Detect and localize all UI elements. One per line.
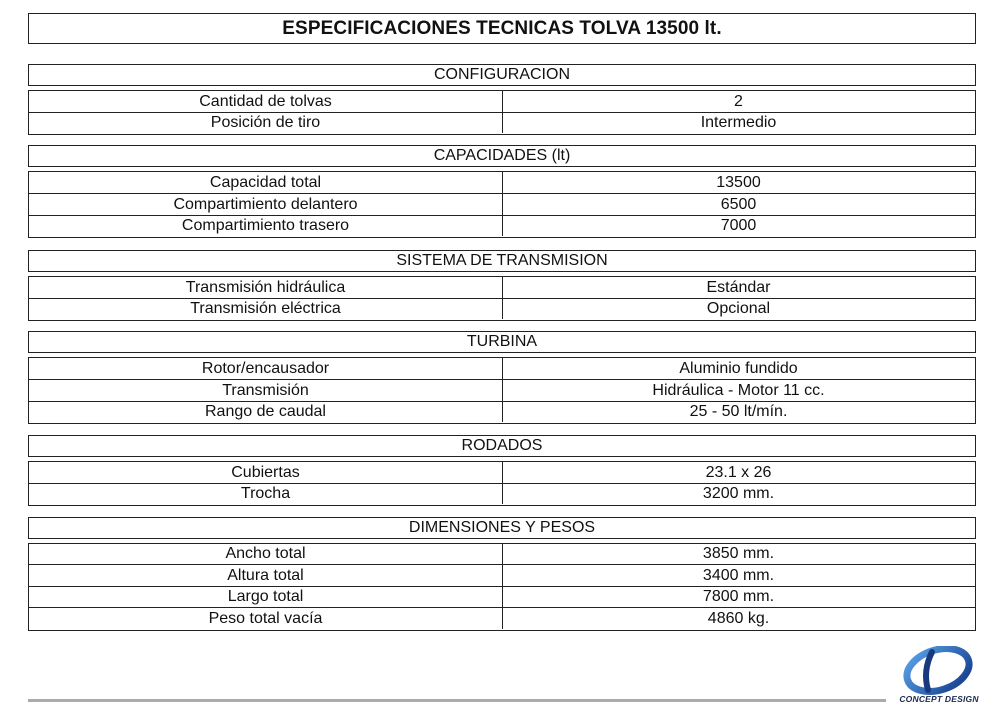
section-header-dimensiones: [28, 517, 976, 539]
spec-value: 23.1 x 26: [705, 463, 772, 481]
table-row: [29, 91, 975, 113]
table-row: [29, 402, 975, 422]
table-row: [29, 277, 975, 299]
spec-label: Posición de tiro: [29, 113, 503, 133]
spec-value: 7800 mm.: [702, 588, 775, 605]
document-title-box: [28, 13, 976, 44]
logo-caption: CONCEPT DESIGN: [899, 694, 979, 704]
spec-label: Trocha: [29, 484, 503, 504]
spec-label: Transmisión: [29, 380, 503, 401]
spec-label: Peso total vacía: [29, 608, 503, 629]
spec-label: Largo total: [29, 587, 503, 607]
spec-value: 4860 kg.: [707, 609, 770, 627]
spec-label: Cantidad de tolvas: [29, 91, 503, 112]
section-header-configuracion: [28, 64, 976, 86]
spec-value: 13500: [716, 173, 761, 191]
table-row: [29, 608, 975, 629]
section-header-label: SISTEMA DE TRANSMISION: [396, 252, 608, 269]
spec-table-transmision: [28, 276, 976, 321]
spec-value: Aluminio fundido: [679, 359, 798, 377]
spec-label: Rotor/encausador: [29, 358, 503, 379]
table-row: [29, 565, 975, 587]
spec-label: Compartimiento delantero: [29, 194, 503, 215]
table-row: [29, 462, 975, 484]
table-row: [29, 358, 975, 380]
table-row: [29, 113, 975, 133]
spec-label: Cubiertas: [29, 462, 503, 483]
spec-label: Compartimiento trasero: [29, 216, 503, 236]
table-row: [29, 299, 975, 319]
spec-value: Estándar: [706, 278, 771, 296]
spec-label: Rango de caudal: [29, 402, 503, 422]
section-header-turbina: [28, 331, 976, 353]
table-row: [29, 216, 975, 236]
spec-value: 3400 mm.: [702, 566, 775, 584]
section-header-label: DIMENSIONES Y PESOS: [408, 519, 596, 536]
spec-value: 3200 mm.: [702, 485, 775, 502]
spec-value: Intermedio: [700, 114, 777, 131]
section-header-label: CAPACIDADES (lt): [433, 147, 571, 164]
spec-value: Opcional: [706, 300, 771, 317]
spec-table-configuracion: [28, 90, 976, 135]
footer-rule: [28, 699, 886, 702]
spec-value: 2: [734, 92, 743, 110]
spec-value: Hidráulica - Motor 11 cc.: [652, 381, 825, 399]
spec-table-turbina: [28, 357, 976, 424]
section-header-rodados: [28, 435, 976, 457]
document-title: ESPECIFICACIONES TECNICAS TOLVA 13500 lt.: [282, 17, 722, 39]
section-header-label: TURBINA: [466, 333, 538, 350]
table-row: [29, 484, 975, 504]
table-row: [29, 544, 975, 565]
spec-label: Transmisión hidráulica: [29, 277, 503, 298]
spec-label: Altura total: [29, 565, 503, 586]
table-row: [29, 380, 975, 402]
spec-value: 7000: [720, 217, 757, 234]
spec-table-capacidades: [28, 171, 976, 238]
spec-label: Ancho total: [29, 544, 503, 564]
spec-label: Transmisión eléctrica: [29, 299, 503, 319]
section-header-capacidades: [28, 145, 976, 167]
spec-value: 6500: [720, 195, 757, 213]
section-header-label: CONFIGURACION: [434, 66, 570, 83]
spec-table-rodados: [28, 461, 976, 506]
section-header-transmision: [28, 250, 976, 272]
spec-table-dimensiones: [28, 543, 976, 631]
section-header-label: RODADOS: [461, 437, 543, 454]
spec-value: 3850 mm.: [702, 545, 775, 562]
spec-label: Capacidad total: [29, 172, 503, 193]
table-row: [29, 587, 975, 608]
table-row: [29, 172, 975, 194]
table-row: [29, 194, 975, 216]
spec-value: 25 - 50 lt/mín.: [689, 403, 788, 420]
